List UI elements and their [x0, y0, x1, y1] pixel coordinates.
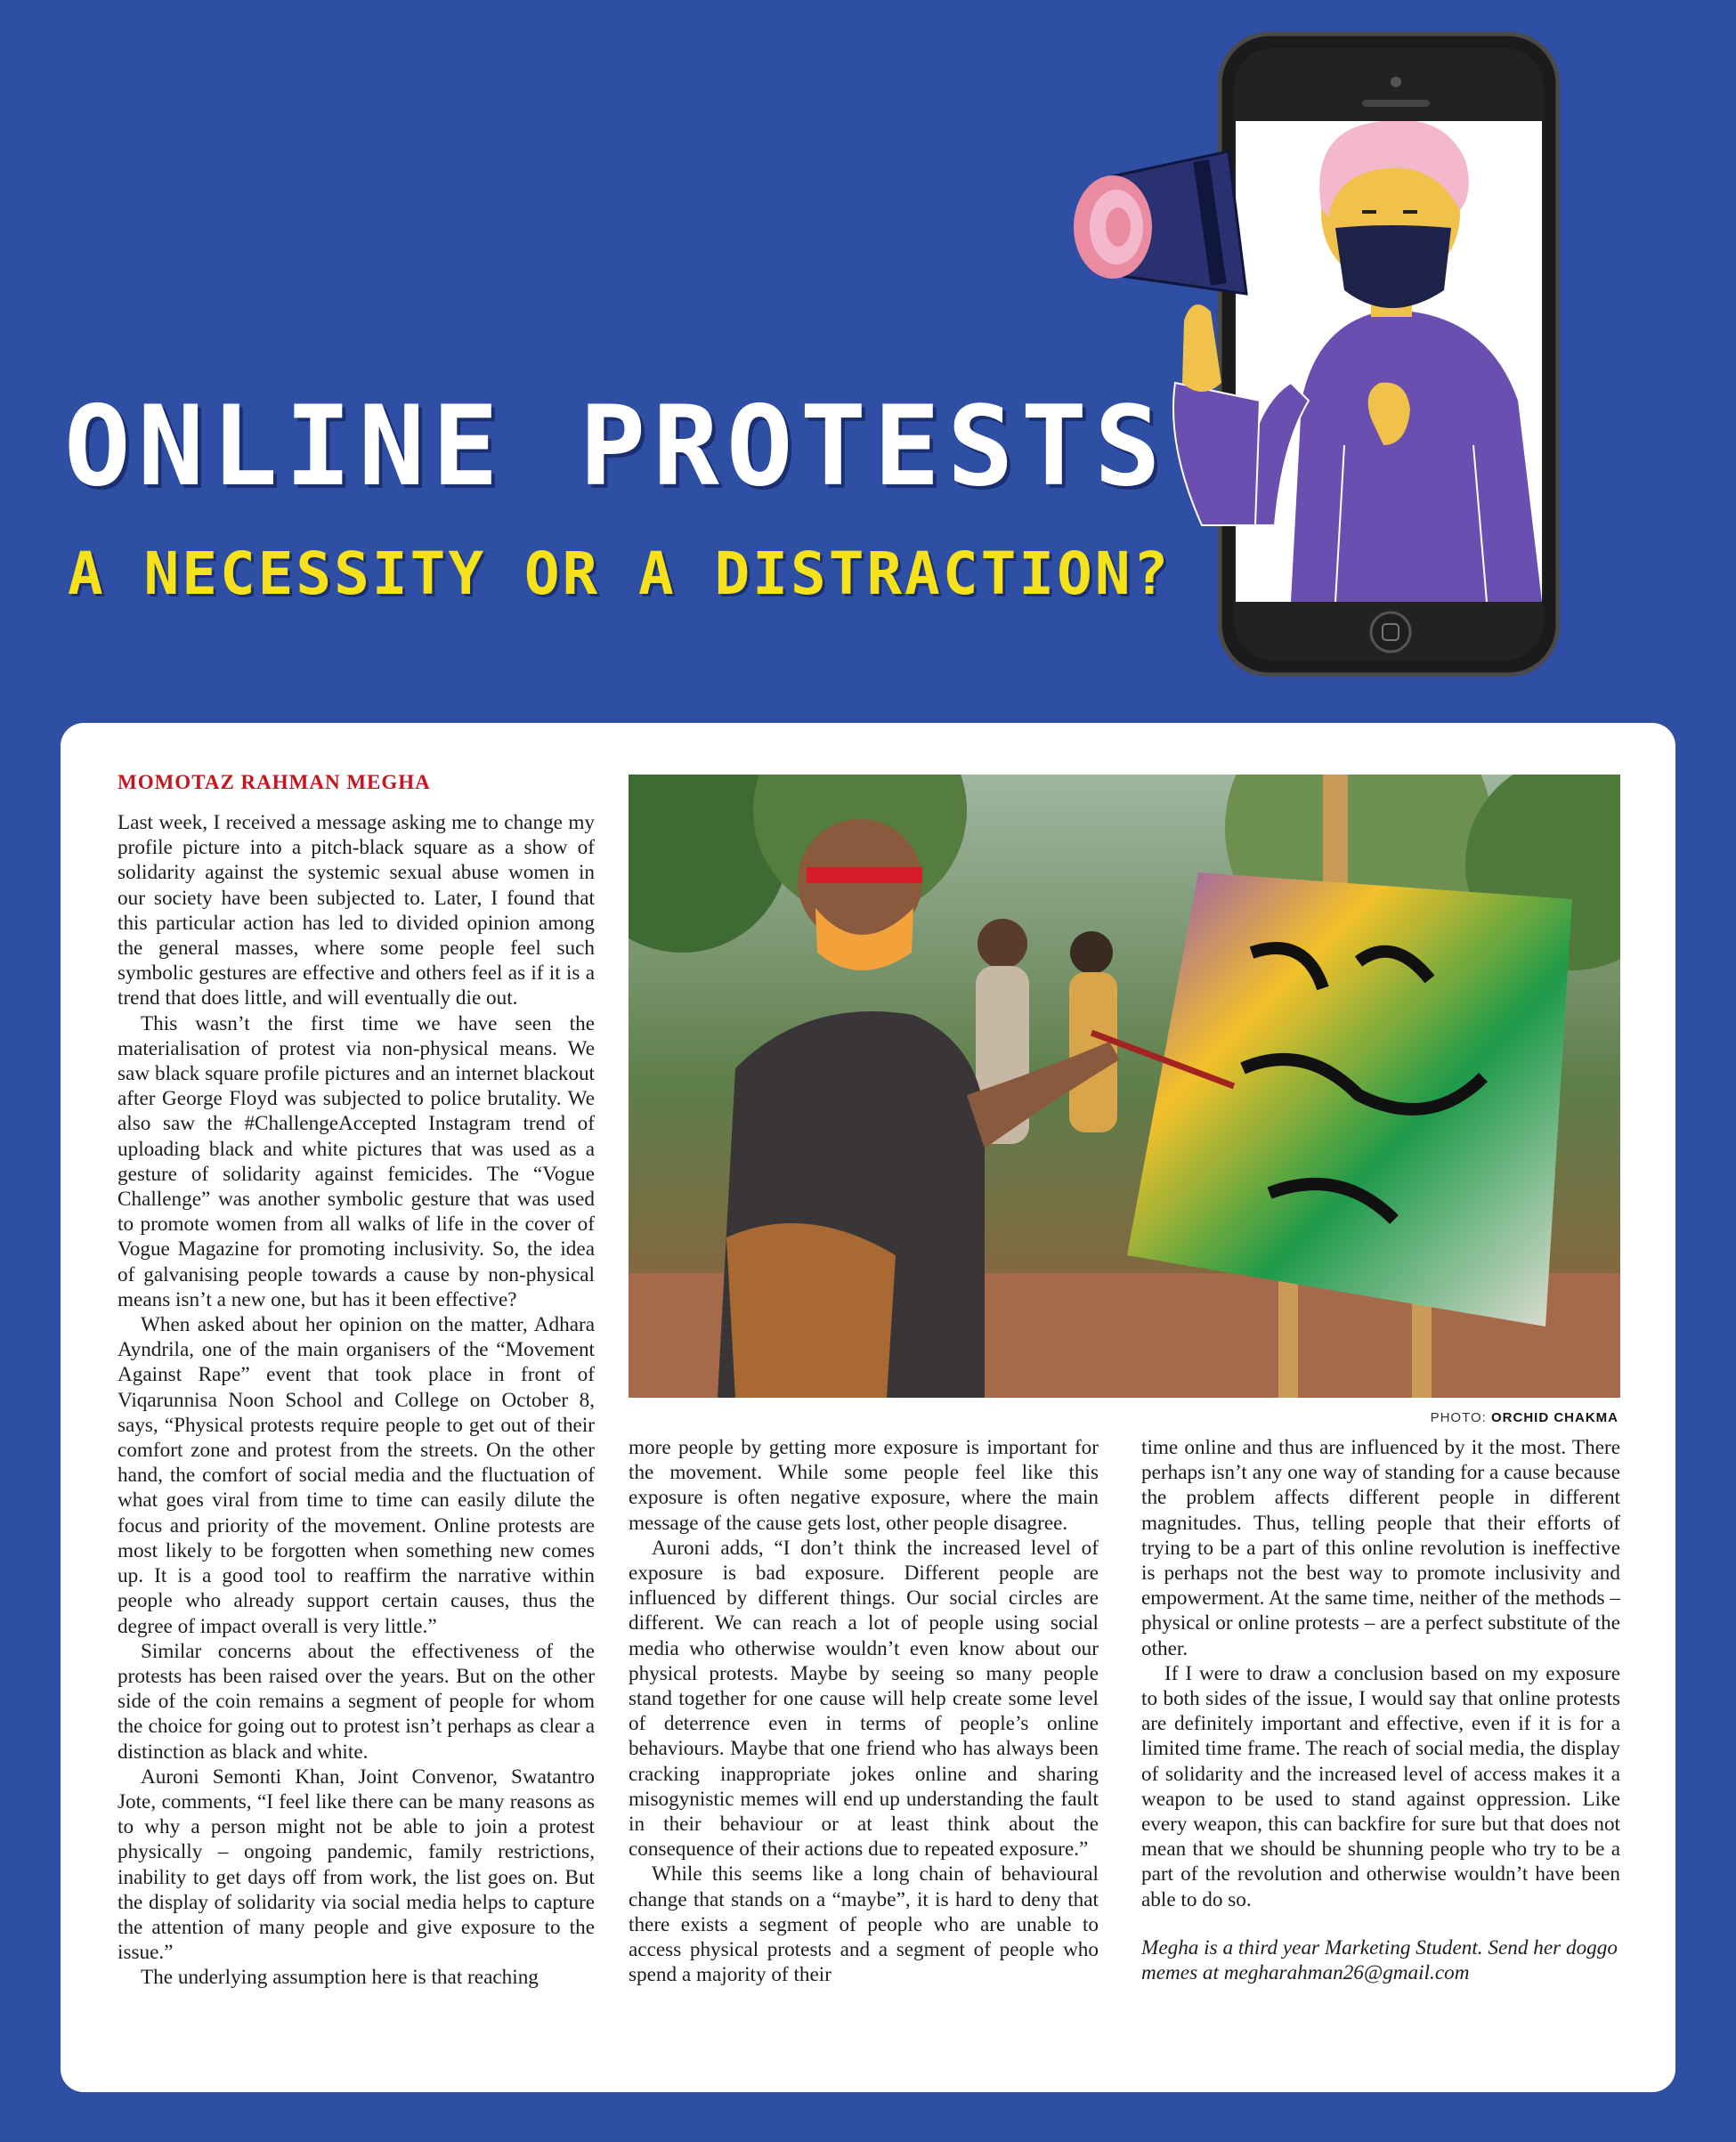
- paragraph: Auroni adds, “I don’t think the increased level of exposure is bad exposure. Different people are influenced by different things. Our social circles are different. We can reach a lot of people using social media who otherwise wouldn’t even know about our physical protests. Maybe by seeing so many people stand together for one cause will help create some level of deterrence even in terms of people’s online behaviours. Maybe that one friend who has always been cracking inappropriate jokes online and sharing misogynistic memes will end up understanding the fault in their behaviour or at least think about the consequence of their actions due to repeated exposure.”: [629, 1536, 1099, 1862]
- phone-home-button: [1371, 613, 1410, 652]
- subheadline: A NECESSITY OR A DISTRACTION?: [68, 540, 1172, 608]
- paragraph: more people by getting more exposure is important for the movement. While some people feel like this exposure is often negative exposure, where the main message of the cause gets lost, other people disagree.: [629, 1436, 1099, 1535]
- paragraph: The underlying assumption here is that reaching: [141, 1966, 539, 1990]
- megaphone-icon: [1074, 151, 1246, 294]
- paragraph: Auroni Semonti Khan, Joint Convenor, Swatantro Jote, comments, “I feel like there can be many reasons as to why a person might not be able to join a protest physically – ongoing pandemic, family restrictions, inability to get days off from work, the list goes on. But the display of solidarity via social media helps to capture the attention of many people and give exposure to the issue.”: [118, 1765, 595, 1965]
- headline: ONLINE PROTESTS: [64, 383, 1168, 511]
- photo-credit: PHOTO: ORCHID CHAKMA: [1430, 1410, 1618, 1425]
- phone-megaphone-illustration: [1068, 27, 1567, 686]
- article-column-2: [629, 1435, 1099, 1987]
- paragraph: When asked about her opinion on the matter, Adhara Ayndrila, one of the main organisers of the “Movement Against Rape” event that took place in front of Viqarunnisa Noon School and College on October 8, says, “Physical protests require people to get out of their comfort zone and protest from the streets. On the other hand, the comfort of social media and the fluctuation of what goes viral from time to time can easily dilute the focus and priority of the movement. Online protests are most likely to be forgotten when something new comes up. It is a good tool to reaffirm the narrative within people who already support certain causes, thus the degree of impact overall is very little.”: [118, 1313, 595, 1638]
- paragraph: Similar concerns about the effectiveness of the protests has been raised over the years. But on the other side of the coin remains a segment of people for whom the choice for going out to protest isn’t perhaps as clear a distinction as black and white.: [118, 1639, 595, 1764]
- article-column-3: [1141, 1435, 1620, 1985]
- paragraph: This wasn’t the first time we have seen the materialisation of protest via non-physical means. We saw black square profile pictures and an internet blackout after George Floyd was subjected to police brutality. We also saw the #ChallengeAccepted Instagram trend of uploading black and white pictures that was used as a gesture of solidarity against femicides. The “Vogue Challenge” was another symbolic gesture that was used to promote women from all walks of life in the cover of Vogue Magazine for promoting inclusivity. So, the idea of galvanising people towards a cause by non-physical means isn’t a new one, but has it been effective?: [118, 1011, 595, 1311]
- paragraph: Last week, I received a message asking me to change my profile picture into a pitch-black square as a show of solidarity against the systemic sexual abuse women in our society have been subjected to. Later, I found that this particular action has led to divided opinion among the general masses, where some people feel such symbolic gestures are effective and others feel as if it is a trend that does little, and will eventually die out.: [118, 811, 595, 1010]
- paragraph: time online and thus are influenced by it the most. There perhaps isn’t any one way of standing for a cause because the problem affects different people in different magnitudes. Thus, telling people that their efforts of trying to be a part of this online revolution is ineffective is perhaps not the best way to promote inclusivity and empowerment. At the same time, neither of the methods – physical or online protests – are a perfect substitute of the other.: [1141, 1436, 1620, 1660]
- author-byline: MOMOTAZ RAHMAN MEGHA: [118, 771, 431, 793]
- author-bio: Megha is a third year Marketing Student. Send her doggo memes at megharahman26@gmail.com: [1141, 1935, 1618, 1985]
- paragraph: While this seems like a long chain of behavioural change that stands on a “maybe”, it is hard to deny that there exists a segment of people who are unable to access physical protests and a segment of people who spend a majority of their: [629, 1862, 1099, 1987]
- article-photo: [629, 775, 1620, 1398]
- article-column-1: [118, 810, 595, 1991]
- paragraph: If I were to draw a conclusion based on my exposure to both sides of the issue, I would say that online protests are definitely important and effective, even if it is for a limited time frame. The reach of social media, the display of solidarity and the increased level of access makes it a weapon to be used to stand against oppression. Like every weapon, this can backfire for sure but that does not mean that we should be shunning people who try to be a part of the revolution and otherwise wouldn’t have been able to do so.: [1141, 1661, 1620, 1911]
